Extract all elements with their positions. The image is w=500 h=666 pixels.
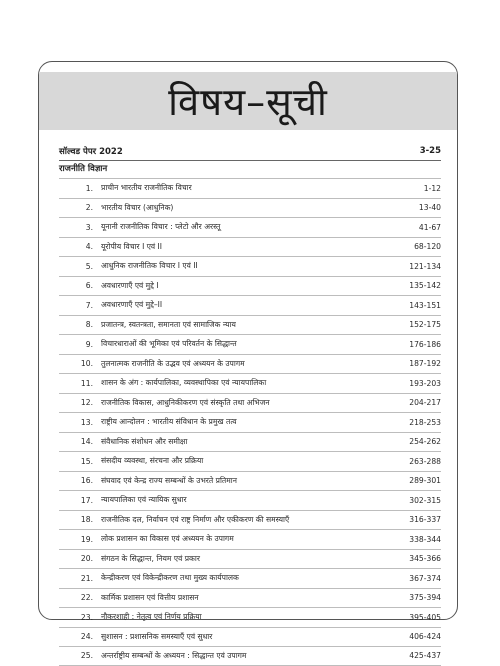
toc-title: संघवाद एवं केन्द्र राज्य सम्बन्धों के उभरते प्रतिमान <box>101 475 237 485</box>
toc-row[interactable] <box>59 237 441 257</box>
toc-page-range: 204-217 <box>409 398 441 408</box>
toc-row[interactable] <box>59 510 441 530</box>
toc-row[interactable] <box>59 549 441 569</box>
toc-page-range: 263-288 <box>409 456 441 466</box>
toc-row[interactable] <box>59 217 441 237</box>
toc-number: 6. <box>85 281 93 291</box>
toc-row[interactable] <box>59 354 441 374</box>
toc-number: 3. <box>85 222 93 232</box>
toc-row[interactable] <box>59 451 441 471</box>
toc-title: कार्मिक प्रशासन एवं वित्तीय प्रशासन <box>101 592 199 602</box>
toc-row[interactable] <box>59 393 441 413</box>
toc-title: सुशासन : प्रशासनिक समस्याएँ एवं सुधार <box>101 631 213 641</box>
toc-row[interactable] <box>59 568 441 588</box>
toc-title: प्राचीन भारतीय राजनीतिक विचार <box>101 183 192 193</box>
contents-panel <box>38 61 458 661</box>
toc-page-range: 345-366 <box>409 554 441 564</box>
toc-number: 24. <box>80 632 93 642</box>
toc-page-range: 193-203 <box>409 378 441 388</box>
toc-title: भारतीय विचार (आधुनिक) <box>101 202 174 212</box>
toc-row[interactable] <box>59 334 441 354</box>
toc-page-range: 254-262 <box>409 437 441 447</box>
toc-title: न्यायपालिका एवं न्यायिक सुधार <box>101 495 187 505</box>
toc-row[interactable] <box>59 412 441 432</box>
toc-title: संसदीय व्यवस्था, संरचना और प्रक्रिया <box>101 456 204 466</box>
toc-title: अवधारणाएँ एवं मुद्दे–II <box>101 300 163 310</box>
toc-number: 2. <box>85 203 93 213</box>
toc-number: 5. <box>85 261 93 271</box>
toc-title: आधुनिक राजनीतिक विचार I एवं II <box>101 261 198 271</box>
divider <box>59 160 441 161</box>
toc-page-range: 218-253 <box>409 417 441 427</box>
toc-title: तुलनात्मक राजनीति के उद्भव एवं अध्ययन के उपागम <box>101 358 245 368</box>
toc-title: राष्ट्रीय आन्दोलन : भारतीय संविधान के प्रमुख तत्व <box>101 417 237 427</box>
toc-number: 10. <box>80 359 93 369</box>
toc-page-range: 425-437 <box>409 651 441 661</box>
toc-row[interactable] <box>59 373 441 393</box>
toc-page-range: 68-120 <box>414 242 441 252</box>
toc-number: 4. <box>85 242 93 252</box>
toc-title: केन्द्रीकरण एवं विकेन्द्रीकरण तथा मुख्य कार्यपालक <box>101 573 239 583</box>
toc-page-range: 289-301 <box>409 476 441 486</box>
solved-paper-pages: 3-25 <box>419 146 441 156</box>
section-heading: राजनीति विज्ञान <box>59 164 108 174</box>
toc-number: 7. <box>85 300 93 310</box>
toc-number: 18. <box>80 515 93 525</box>
toc-row[interactable] <box>59 315 441 335</box>
toc-page-range: 135-142 <box>409 281 441 291</box>
toc-row[interactable] <box>59 588 441 608</box>
toc-page-range: 143-151 <box>409 300 441 310</box>
toc-number: 16. <box>80 476 93 486</box>
toc-number: 11. <box>80 378 93 388</box>
toc-row[interactable] <box>59 198 441 218</box>
toc-number: 9. <box>85 339 93 349</box>
toc-title: अन्तर्राष्ट्रीय सम्बन्धों के अध्ययन : सिद्धान्त एवं उपागम <box>101 650 247 660</box>
toc-row[interactable] <box>59 471 441 491</box>
solved-paper-row[interactable] <box>59 144 441 158</box>
toc-title: विचारधाराओं की भूमिका एवं परिवर्तन के सिद्धान्त <box>101 339 237 349</box>
toc-number: 20. <box>80 554 93 564</box>
toc-row[interactable] <box>59 432 441 452</box>
toc-number: 25. <box>80 651 93 661</box>
toc-title: शासन के अंग : कार्यपालिका, व्यवस्थापिका एवं न्यायपालिका <box>101 378 267 388</box>
title-band <box>39 72 457 130</box>
toc-page-range: 152-175 <box>409 320 441 330</box>
toc-title: नौकरशाही : नेतृत्व एवं निर्णय प्रक्रिया <box>101 612 202 622</box>
toc-title: संगठन के सिद्धान्त, नियम एवं प्रकार <box>101 553 200 563</box>
toc-page-range: 187-192 <box>409 359 441 369</box>
toc-title: यूनानी राजनीतिक विचार : प्लेटो और अरस्तू <box>101 222 221 232</box>
toc-page-range: 338-344 <box>409 534 441 544</box>
toc-title: प्रजातन्त्र, स्वतन्त्रता, समानता एवं सामाजिक न्याय <box>101 319 236 329</box>
toc-row[interactable] <box>59 295 441 315</box>
toc-number: 17. <box>80 495 93 505</box>
toc-title: अवधारणाएँ एवं मुद्दे I <box>101 280 159 290</box>
toc-page-range: 41-67 <box>418 222 441 232</box>
toc-title: राजनीतिक विकास, आधुनिकीकरण एवं संस्कृति तथा अभिजन <box>101 397 270 407</box>
toc-row[interactable] <box>59 627 441 647</box>
solved-paper-label: सॉल्वड पेपर 2022 <box>59 146 123 157</box>
toc-page-range: 302-315 <box>409 495 441 505</box>
toc-row[interactable] <box>59 276 441 296</box>
toc-row[interactable] <box>59 529 441 549</box>
toc-number: 12. <box>80 398 93 408</box>
toc-page-range: 121-134 <box>409 261 441 271</box>
toc-number: 8. <box>85 320 93 330</box>
page-title: विषय–सूची <box>168 80 328 124</box>
toc-title: यूरोपीय विचार I एवं II <box>101 241 163 251</box>
toc-number: 15. <box>80 456 93 466</box>
toc-row[interactable] <box>59 646 441 666</box>
toc-number: 1. <box>85 183 93 193</box>
toc-page-range: 176-186 <box>409 339 441 349</box>
toc-number: 13. <box>80 417 93 427</box>
toc-list <box>59 178 441 666</box>
toc-page-range: 395-405 <box>409 612 441 622</box>
toc-page-range: 367-374 <box>409 573 441 583</box>
toc-title: लोक प्रशासन का विकास एवं अध्ययन के उपागम <box>101 534 234 544</box>
toc-page-range: 316-337 <box>409 515 441 525</box>
toc-row[interactable] <box>59 256 441 276</box>
toc-number: 14. <box>80 437 93 447</box>
toc-row[interactable] <box>59 607 441 627</box>
toc-page-range: 1-12 <box>423 183 441 193</box>
toc-title: संवैधानिक संशोधन और समीक्षा <box>101 436 188 446</box>
toc-page-range: 375-394 <box>409 593 441 603</box>
toc-row[interactable] <box>59 178 441 198</box>
toc-number: 23. <box>80 612 93 622</box>
toc-page-range: 13-40 <box>418 203 441 213</box>
toc-number: 19. <box>80 534 93 544</box>
toc-page-range: 406-424 <box>409 632 441 642</box>
toc-number: 22. <box>80 593 93 603</box>
toc-row[interactable] <box>59 490 441 510</box>
toc-title: राजनीतिक दल, निर्वाचन एवं राष्ट्र निर्माण और एकीकरण की समस्याएँ <box>101 514 290 524</box>
toc-number: 21. <box>80 573 93 583</box>
